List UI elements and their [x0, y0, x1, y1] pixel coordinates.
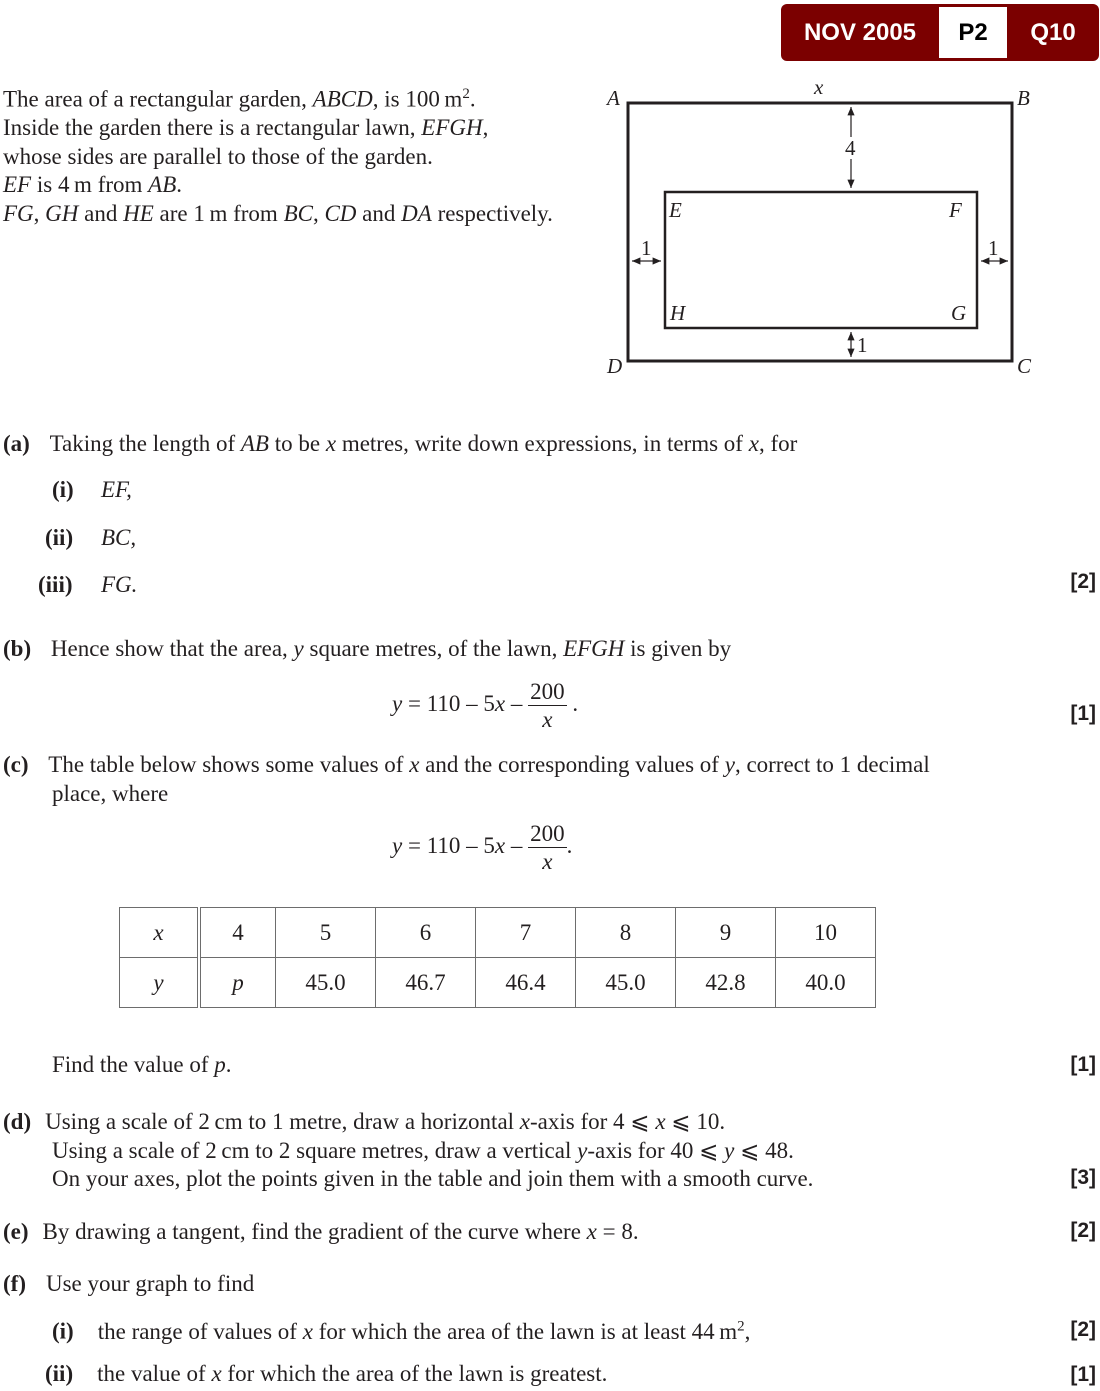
table-cell: 45.0 — [276, 958, 376, 1008]
part-c-equation: y = 110 – 5x – $\frac{200}{x}$ . — [392, 821, 573, 874]
exam-session: NOV 2005 — [803, 18, 917, 46]
question-badge — [781, 4, 1099, 61]
part-b-question: (b) Hence show that the area, y square metres, of the lawn, EFGH is given by — [3, 636, 732, 661]
part-d-question: (d) Using a scale of 2 cm to 1 metre, draw a horizontal x-axis for 4 ⩽ x ⩽ 10. Using a scale of 2 cm to 2 square metres, draw a vertical y-axis for 40 ⩽ y ⩽ 48. On your axes, plot the points given in the table and join them with a smooth curve. — [3, 1109, 814, 1191]
part-e-question: (e) By drawing a tangent, find the gradient of the curve where x = 8. — [3, 1219, 639, 1244]
paper-number: P2 — [939, 7, 1007, 58]
table-row-x — [120, 908, 876, 958]
part-c-marks: [1] — [1070, 1053, 1096, 1076]
intro-line-5: FG, GH and HE are 1 m from BC, CD and DA respectively. — [3, 200, 553, 226]
fraction-200-over-x: $\frac{200}{x}$ — [530, 679, 565, 732]
table-cell: 42.8 — [676, 958, 776, 1008]
table-cell: 46.7 — [376, 958, 476, 1008]
part-f-question: (f) Use your graph to find — [3, 1271, 255, 1296]
part-a-label: (a) — [3, 431, 30, 456]
top-gap-label: 4 — [845, 136, 856, 160]
intro-line-2: Inside the garden there is a rectangular lawn, EFGH, — [3, 115, 489, 141]
row-header-y: y — [120, 958, 200, 1008]
table-cell: 10 — [776, 908, 876, 958]
side-x-label: x — [814, 75, 824, 99]
part-a-question: (a) Taking the length of AB to be x metres, write down expressions, in terms of x, for — [3, 431, 798, 456]
question-number: Q10 — [1030, 18, 1076, 46]
table-cell: 7 — [476, 908, 576, 958]
part-f-ii-marks: [1] — [1070, 1363, 1096, 1386]
right-gap-label: 1 — [988, 236, 999, 260]
part-b-equation: y = 110 – 5x – $\frac{200}{x}$ . — [392, 679, 579, 732]
vertex-d: D — [607, 354, 623, 378]
part-f-item-i: (i) the range of values of x for which the area of the lawn is at least 44 $m^2$, — [52, 1318, 751, 1344]
table-cell: 45.0 — [576, 958, 676, 1008]
part-f-i-marks: [2] — [1070, 1318, 1096, 1341]
row-header-x: x — [120, 908, 200, 958]
values-table — [119, 907, 876, 1008]
vertex-c: C — [1017, 354, 1032, 378]
table-cell: 9 — [676, 908, 776, 958]
table-cell: 6 — [376, 908, 476, 958]
intro-line-4: EF is 4 m from AB. — [3, 172, 183, 198]
table-row-y — [120, 958, 876, 1008]
lawn-rectangle — [665, 192, 977, 328]
part-e-marks: [2] — [1070, 1219, 1096, 1242]
vertex-h: H — [670, 301, 686, 325]
part-f-item-ii: (ii) the value of x for which the area of the lawn is greatest. — [45, 1361, 608, 1386]
vertex-g: G — [951, 301, 967, 325]
part-c-question: (c) The table below shows some values of x and the corresponding values of y, correct to 1 decimal place, where — [3, 752, 930, 806]
garden-diagram — [595, 75, 1045, 385]
part-b-marks: [1] — [1070, 702, 1096, 725]
intro-text — [3, 80, 553, 228]
part-a-item-i: (i) EF, — [52, 477, 132, 502]
bottom-gap-label: 1 — [857, 333, 868, 357]
table-cell: 40.0 — [776, 958, 876, 1008]
left-gap-label: 1 — [641, 236, 652, 260]
table-cell-p: p — [199, 958, 276, 1008]
table-cell: 5 — [276, 908, 376, 958]
part-a-item-ii: (ii) BC, — [45, 525, 137, 550]
vertex-b: B — [1017, 86, 1030, 110]
part-d-marks: [3] — [1070, 1166, 1096, 1189]
table-cell: 8 — [576, 908, 676, 958]
vertex-e: E — [669, 198, 682, 222]
table-cell: 4 — [199, 908, 276, 958]
part-a-item-iii: (iii) FG. — [38, 572, 138, 597]
table-cell: 46.4 — [476, 958, 576, 1008]
vertex-f: F — [949, 198, 962, 222]
intro-line-3: whose sides are parallel to those of the garden. — [3, 143, 433, 169]
part-a-marks: [2] — [1070, 570, 1096, 593]
find-p-text: Find the value of p. — [52, 1052, 232, 1077]
vertex-a: A — [607, 86, 620, 110]
intro-line-1: The area of a rectangular garden, ABCD, is 100 $m^2$. — [3, 86, 476, 112]
